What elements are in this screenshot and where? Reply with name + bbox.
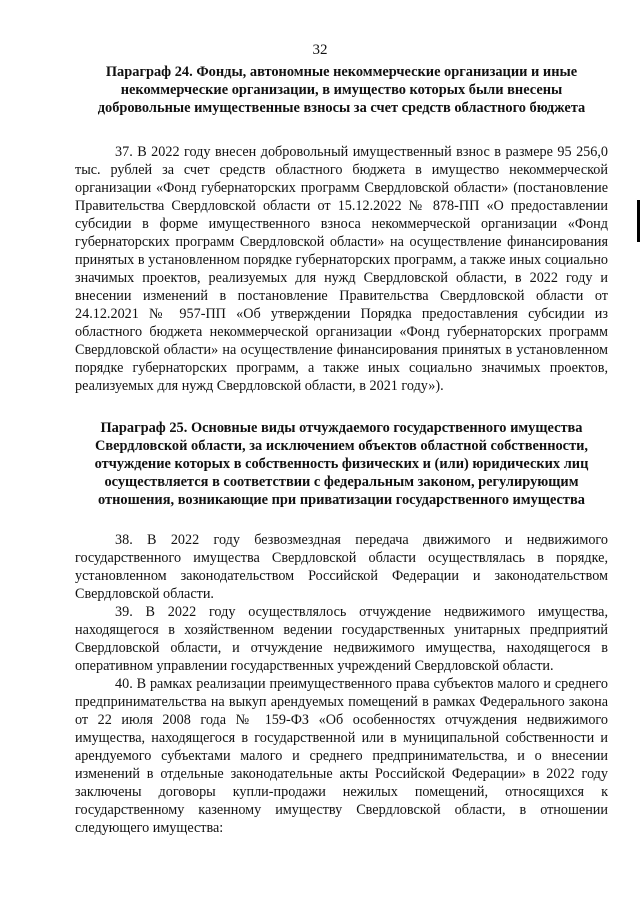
section-heading-25: Параграф 25. Основные виды отчуждаемого государственного имущества Свердловской области, за исключением объектов областной собственности, отчуждение которых в собственность физических и (или) юридических лиц осуществляется в соответствии с федеральным законом, регулирующим отношения, возникающие при приватизации государственного имущества [94, 420, 589, 508]
paragraph-40: 40. В рамках реализации преимущественного права субъектов малого и среднего предпринимательства на выкуп арендуемых помещений в рамках Федерального закона от 22 июля 2008 года № 159-ФЗ «Об особенностях отчуждения недвижимого имущества, находящегося в государственной или в муниципальной собственности и арендуемого субъектами малого и среднего предпринимательства, и о внесении изменений в отдельные законодательные акты Российской Федерации» в 2022 году заключены договоры купли-продажи нежилых помещений, относящихся к государственному казенному имуществу Свердловской области, в отношении следующего имущества: [75, 676, 608, 836]
paragraph-39: 39. В 2022 году осуществлялось отчуждение недвижимого имущества, находящегося в хозяйственном ведении государственных унитарных предприятий Свердловской области, и отчуждение недвижимого имущества, находящегося в оперативном управлении государственных учреждений Свердловской области. [75, 604, 608, 674]
document-body [75, 63, 608, 837]
spacer [75, 117, 608, 143]
spacer [75, 395, 608, 419]
spacer [75, 509, 608, 531]
section-heading-24: Параграф 24. Фонды, автономные некоммерческие организации и иные некоммерческие организации, в имущество которых были внесены добровольные имущественные взносы за счет средств областного бюджета [97, 64, 586, 116]
paragraph-38: 38. В 2022 году безвозмездная передача движимого и недвижимого государственного имущества Свердловской области осуществлялась в порядке, установленном законодательством Российской Федерации и законодательством Свердловской области. [75, 532, 608, 602]
paragraph-37: 37. В 2022 году внесен добровольный имущественный взнос в размере 95 256,0 тыс. рублей за счет средств областного бюджета в имущество некоммерческой организации «Фонд губернаторских программ Свердловской области» (постановление Правительства Свердловской области от 15.12.2022 № 878-ПП «О предоставлении субсидии в форме имущественного взноса некоммерческой организации «Фонд губернаторских программ Свердловской области» на осуществление финансирования принятых в установленном порядке губернаторских программ, а также иных социально значимых проектов, реализуемых для нужд Свердловской области, в 2022 году и внесении изменений в постановление Правительства Свердловской области от 24.12.2021 № 957-ПП «Об утверждении Порядка предоставления субсидии из областного бюджета некоммерческой организации «Фонд губернаторских программ Свердловской области» на осуществление финансирования принятых в установленном порядке губернаторских программ, а также иных социально значимых проектов, реализуемых для нужд Свердловской области, в 2021 году»). [75, 144, 608, 394]
page-number: 32 [312, 42, 328, 58]
